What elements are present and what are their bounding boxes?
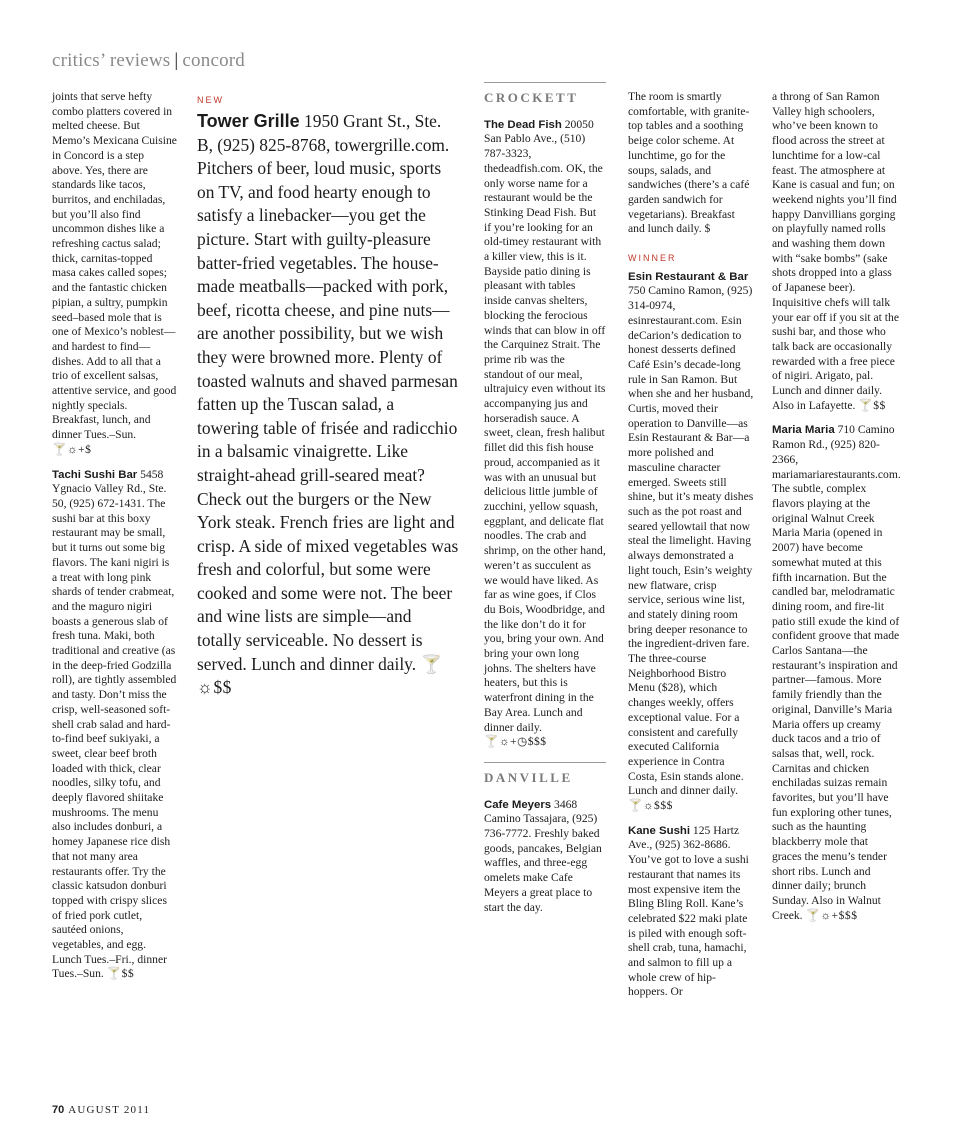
- rating-symbols: 🍸$$: [858, 398, 886, 412]
- review-cafe-meyers: [484, 798, 606, 916]
- section-heading-danville: DANVILLE: [484, 769, 573, 785]
- kane-sushi-continued: a throng of San Ramon Valley high schoolers, who’ve been known to flood across the street at lunchtime for a low-cal feast. The atmosphere at Kane is casual and fun; on weekend nights you’ll find happy Danvillians gorging on playfully named rolls and washing them down with “sake bombs” (sake shots dropped into a glass of Japanese beer). Inquisitive chefs will talk your ear off if you sit at the sushi bar, and those who talk back are occasionally rewarded with a free piece of nigiri. Arigato, pal. Lunch and dinner daily. Also in Lafayette. 🍸$$: [772, 90, 899, 412]
- column-1: [52, 90, 177, 982]
- restaurant-name: Tachi Sushi Bar: [52, 468, 138, 481]
- section-rule: [484, 762, 606, 763]
- restaurant-name: Cafe Meyers: [484, 798, 552, 811]
- page-number: 70: [52, 1104, 65, 1116]
- review-tachi-sushi-bar: [52, 468, 177, 983]
- review-kane-sushi: [628, 824, 754, 1000]
- section-rule: [484, 82, 606, 83]
- review-body: 710 Camino Ramon Rd., (925) 820-2366, mariamariarestaurants.com. The subtle, complex flavors playing at the original Walnut Creek Maria Maria (opened in 2007) have become somewhat muted at this fifth incarnation. But the candled bar, melodramatic dining room, and fire-lit patio still exude the kind of confident groove that made Carlos Santana—the restaurant’s inspiration and partner—famous. More family friendly than the original, Danville’s Maria Maria offers up creamy duck tacos and a trio of salsas that, well, rock. Carnitas and chicken enchiladas suizas remain favorites, but you’ll have fun exploring other tunes, such as the haunting blackberry mole that graces the menu’s tender short ribs. Lunch and dinner daily; brunch Sunday. Also in Walnut Creek.: [772, 423, 901, 922]
- restaurant-name: Maria Maria: [772, 424, 835, 437]
- new-tag: NEW: [197, 95, 224, 105]
- section-heading-crockett: CROCKETT: [484, 90, 579, 105]
- review-body: 125 Hartz Ave., (925) 362-8686. You’ve got to love a sushi restaurant that names its most expensive item the Bling Bling Roll. Kane’s celebrated $22 maki plate is piled with enough soft-shell crab, tuna, hamachi, and salmon to fill up a whole crew of hip-hoppers. Or: [628, 823, 749, 999]
- column-2: [197, 94, 459, 700]
- review-tower-grille: [197, 110, 459, 700]
- page-header: [52, 50, 245, 72]
- rating-symbols: 🍸☼+◷$$$: [484, 735, 547, 749]
- restaurant-name: Kane Sushi: [628, 824, 691, 837]
- rating-symbols: 🍸$$: [106, 967, 135, 981]
- review-maria-maria: [772, 423, 900, 923]
- column-5: [772, 90, 900, 923]
- column-3: [484, 82, 606, 915]
- page-footer: [52, 1104, 150, 1116]
- memos-review-continued: joints that serve hefty combo platters covered in melted cheese. But Memo’s Mexicana Cuisine in Concord is a step above. Yes, there are standards like tacos, burritos, and enchiladas, but you’ll also find uncommon dishes like a refreshing cactus salad; thick, carnitas-topped masa cakes called sopes; and the fantastic chicken pipian, a sultry, pumpkin seed–based mole that is one of Mexico’s noblest—and hardest to find—dishes. Add to all that a trio of excellent salsas, attentive service, and good nightly specials. Breakfast, lunch, and dinner Tues.–Sun. 🍸☼+$: [52, 90, 177, 456]
- rating-symbols: 🍸☼+$$$: [805, 908, 858, 922]
- review-body: 3468 Camino Tassajara, (925) 736-7772. Freshly baked goods, pancakes, Belgian waffles, and three-egg omelets make Cafe Meyers a great place to start the day.: [484, 797, 602, 914]
- restaurant-name: Esin Restaurant & Bar: [628, 270, 749, 283]
- rating-symbols: 🍸☼+$: [52, 442, 92, 456]
- header-divider: |: [174, 50, 179, 71]
- header-section: critics’ reviews: [52, 50, 171, 71]
- rating-symbols: 🍸☼$$: [197, 653, 443, 698]
- review-body: 20050 San Pablo Ave., (510) 787-3323, thedeadfish.com. OK, the only worse name for a restaurant would be the Stinking Dead Fish. But if you’re looking for an old-timey restaurant with a killer view, this is it. Bayside patio dining is pleasant with tables inside canvas shelters, blocking the ferocious winds that can blow in off the Carquinez Strait. The prime rib was the standout of our meal, ultrajuicy even without its accompanying jus and horseradish sauce. A sweet, clean, fresh halibut fillet did this fish house proud, accompanied as it was with an unusual but delicious little jumble of zucchini, yellow squash, eggplant, and delicate flat noodles. The crab and shrimp, on the other hand, weren’t as succulent as we would have liked. As far as wine goes, if Clos du Bois, Woodbridge, and the like don’t do it for you, bring your own. And bring your own long johns. The shelters have heaters, but this is waterfront dining in the Bay Area. Lunch and dinner daily.: [484, 117, 606, 734]
- review-esin-restaurant: [628, 251, 754, 814]
- review-the-dead-fish: [484, 118, 606, 750]
- restaurant-name: The Dead Fish: [484, 118, 562, 131]
- restaurant-name: Tower Grille: [197, 111, 300, 131]
- rating-symbols: 🍸☼$$$: [628, 799, 673, 813]
- review-body: 1950 Grant St., Ste. B, (925) 825-8768, towergrille.com. Pitchers of beer, loud music, sports on TV, and food hearty enough to satisfy a linebacker—you get the picture. Start with guilty-pleasure batter-fried vegetables. The house-made meatballs—packed with pork, beef, ricotta cheese, and pine nuts—are another possibility, but we wish they were browned more. Plenty of toasted walnuts and shaved parmesan fatten up the Tuscan salad, a towering table of frisée and radicchio in a balsamic vinaigrette. Like straight-ahead grill-seared meat? Check out the burgers or the New York steak. French fries are light and crisp. A side of mixed vegetables was fresh and colorful, but some were cooked and some were not. The beer and wine lists are simple—and totally serviceable. No dessert is served. Lunch and dinner daily.: [197, 111, 459, 674]
- cafe-meyers-continued: The room is smartly comfortable, with granite-top tables and a soothing beige color scheme. At lunchtime, go for the soups, salads, and sandwiches (there’s a café garden sandwich for vegetarians). Breakfast and lunch daily. $: [628, 90, 750, 236]
- review-body: 750 Camino Ramon, (925) 314-0974, esinrestaurant.com. Esin deCarion’s dedication to honest desserts defined Café Esin’s decade-long rule in San Ramon. But when she and her husband, Curtis, moved their operation to Danville—as Esin Restaurant & Bar—a more polished and masculine character emerged. Sweets still shine, but it’s meaty dishes such as the pot roast and seared yellowtail that now steal the limelight. Having always demonstrated a light touch, Esin’s weighty new flatware, crisp service, serious wine list, and stately dining room bring deeper resonance to the ingredient-driven fare. The three-course Neighborhood Bistro Menu ($28), which changes weekly, offers exceptional value. For a consistent and carefully executed California experience in Contra Costa, Esin stands alone. Lunch and dinner daily.: [628, 284, 754, 798]
- winner-tag: WINNER: [628, 253, 677, 264]
- issue-date: AUGUST 2011: [68, 1104, 151, 1116]
- review-body: 5458 Ygnacio Valley Rd., Ste. 50, (925) 672-1431. The sushi bar at this boxy restaurant may be small, but it turns out some big flavors. The kani nigiri is a treat with long pink shards of tender crabmeat, and the maguro nigiri boasts a generous slab of fresh tuna. Maki, both traditional and creative (as in the deep-fried Godzilla roll), are tightly assembled and tasty. Don’t miss the crisp, well-seasoned soft-shell crab salad and hard-to-find beef sukiyaki, a sweet, clear beef broth loaded with thick, clear noodles, silky tofu, and deeply flavored shiitake mushrooms. The menu also includes donburi, a homey Japanese rice dish that not many area restaurants offer. Try the classic katsudon donburi topped with crispy slices of fried pork cutlet, sautéed onions, vegetables, and egg. Lunch Tues.–Fri., dinner Tues.–Sun.: [52, 467, 177, 981]
- column-4: [628, 90, 754, 1000]
- header-city: concord: [182, 50, 245, 71]
